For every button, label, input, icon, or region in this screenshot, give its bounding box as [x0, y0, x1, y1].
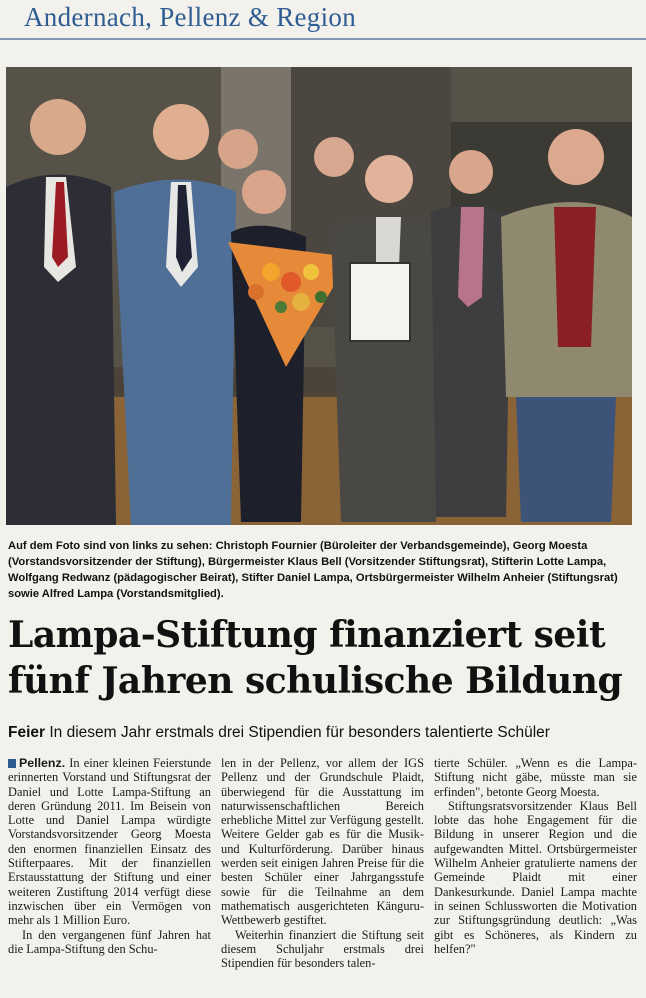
article-paragraph: In den vergangenen fünf Jahren hat die Lampa-Stiftung den Schu- [8, 927, 211, 956]
article-paragraph: len in der Pellenz, vor allem der IGS Pellenz und der Grundschule Plaidt, überwiegend für die Ausstattung im naturwissenschaftlichen Bereich erhebliche Mittel zur Verfügung gestellt. Weitere Gelder gab es für die Musik- und Kulturförderung. Darüber hinaus werden seit einigen Jahren Preise für die besten Schüler einer Jahrgangsstufe sowie für die Teilnahme an dem mathematisch ausgerichteten Känguru-Wettbewerb gestiftet. [221, 756, 424, 928]
article-column-1 [8, 756, 211, 996]
subheadline [8, 724, 638, 742]
group-photo [6, 67, 632, 525]
headline: Lampa-Stiftung finanziert seit fünf Jahren schulische Bildung [8, 614, 623, 702]
section-header [0, 0, 646, 40]
article-column-2 [221, 756, 424, 996]
article-paragraph [8, 756, 211, 928]
article-paragraph: Weiterhin finanziert die Stiftung seit diesem Schuljahr erstmals drei Stipendien für besonders talen- [221, 927, 424, 971]
subheadline-text: In diesem Jahr erstmals drei Stipendien für besonders talentierte Schüler [49, 724, 550, 741]
article-paragraph: tierte Schüler. „Wenn es die Lampa-Stiftung nicht gäbe, müsste man sie erfinden", betonte Georg Moesta. [434, 756, 637, 799]
header-rule [0, 38, 646, 40]
article-body [8, 756, 638, 996]
article-column-3 [434, 756, 637, 996]
dateline: Pellenz. [19, 756, 66, 770]
dateline-marker-icon [8, 759, 16, 768]
photo-caption: Auf dem Foto sind von links zu sehen: Christoph Fournier (Büroleiter der Verbandsgemeinde), Georg Moesta (Vorstandsvorsitzender der Stiftung), Bürgermeister Klaus Bell (Vorsitzender Stiftungsrat), Stifterin Lotte Lampa, Wolfgang Redwanz (pädagogischer Beirat), Stifter Daniel Lampa, Ortsbürgermeister Wilhelm Anheier (Stiftungsrat) sowie Alfred Lampa (Vorstandsmitglied). [8, 540, 618, 600]
group-photo-illustration [6, 67, 632, 525]
article-paragraph: Stiftungsratsvorsitzender Klaus Bell lobte das hohe Engagement für die Bildung in unserer Region und die aufgewandten Mittel. Ortsbürgermeister Wilhelm Anheier gratulierte namens der Gemeinde Plaidt mit einer Dankesurkunde. Daniel Lampa machte in seinen Schlussworten die Motivation zur Stiftungsgründung deutlich: „Was gibt es Schöneres, als Kindern zu helfen?" [434, 798, 637, 956]
section-title: Andernach, Pellenz & Region [24, 2, 357, 32]
article-text: In einer kleinen Feierstunde erinnerten Vorstand und Stiftungsrat der Daniel und Lotte Lampa-Stiftung an deren Gründung 2011. Im Beisein von Lotte und Daniel Lampa würdigte Vorstandsvorsitzender Georg Moesta den enormen finanziellen Einsatz des Stifterpaares. Mit der finanziellen Erstausstattung der Stiftung und einer weiteren Zustiftung 2014 verfügt diese inzwischen über ein Vermögen von mehr als 1 Million Euro. [8, 756, 211, 928]
subheadline-kicker: Feier [8, 724, 46, 741]
